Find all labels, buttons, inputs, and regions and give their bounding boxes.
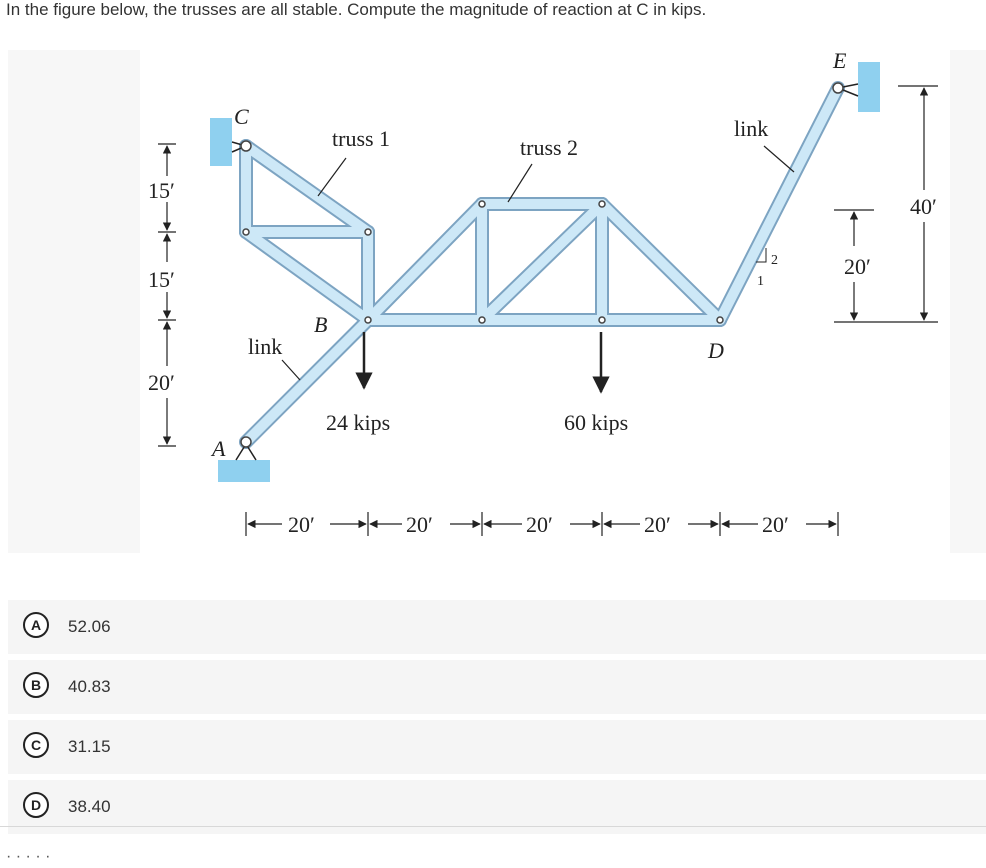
dim-right-outer: 40′ bbox=[910, 194, 937, 219]
label-b: B bbox=[314, 312, 328, 337]
choice-letter-c: C bbox=[23, 732, 49, 758]
answer-choice-a[interactable] bbox=[8, 600, 986, 654]
cutoff-text: · · · · · bbox=[6, 848, 51, 865]
label-c: C bbox=[234, 104, 249, 129]
ground-support-a bbox=[218, 460, 270, 482]
choice-value-b: 40.83 bbox=[68, 677, 111, 696]
divider bbox=[0, 826, 986, 827]
label-load-24: 24 kips bbox=[326, 410, 391, 435]
answer-choice-b[interactable] bbox=[8, 660, 986, 714]
label-truss-2: truss 2 bbox=[520, 135, 579, 160]
label-e: E bbox=[833, 48, 847, 73]
choice-value-c: 31.15 bbox=[68, 737, 111, 756]
label-load-60: 60 kips bbox=[564, 410, 629, 435]
dim-bottom-5: 20′ bbox=[762, 512, 789, 537]
dim-bottom-3: 20′ bbox=[526, 512, 553, 537]
label-link-right: link bbox=[734, 116, 769, 141]
answer-choice-c[interactable] bbox=[8, 720, 986, 774]
choice-letter-d: D bbox=[23, 792, 49, 818]
question-text: In the figure below, the trusses are all stable. Compute the magnitude of reaction at C in kips. bbox=[6, 0, 707, 19]
choice-value-a: 52.06 bbox=[68, 617, 111, 636]
choice-letter-b: B bbox=[23, 672, 49, 698]
wall-support-e bbox=[858, 62, 880, 112]
dim-left-3: 20′ bbox=[148, 370, 175, 395]
slope-rise: 2 bbox=[771, 253, 778, 268]
label-d: D bbox=[708, 338, 724, 363]
dim-left-1: 15′ bbox=[148, 178, 175, 203]
dim-right-inner: 20′ bbox=[844, 254, 871, 279]
dim-bottom-4: 20′ bbox=[644, 512, 671, 537]
label-a: A bbox=[212, 436, 226, 461]
dim-bottom-1: 20′ bbox=[288, 512, 315, 537]
dim-bottom-2: 20′ bbox=[406, 512, 433, 537]
load-arrows bbox=[364, 332, 601, 392]
choice-letter-a: A bbox=[23, 612, 49, 638]
choice-value-d: 38.40 bbox=[68, 797, 111, 816]
slope-run: 1 bbox=[757, 274, 764, 289]
label-truss-1: truss 1 bbox=[332, 126, 391, 151]
wall-support-c bbox=[210, 118, 232, 166]
label-link-left: link bbox=[248, 334, 283, 359]
dim-left-2: 15′ bbox=[148, 267, 175, 292]
